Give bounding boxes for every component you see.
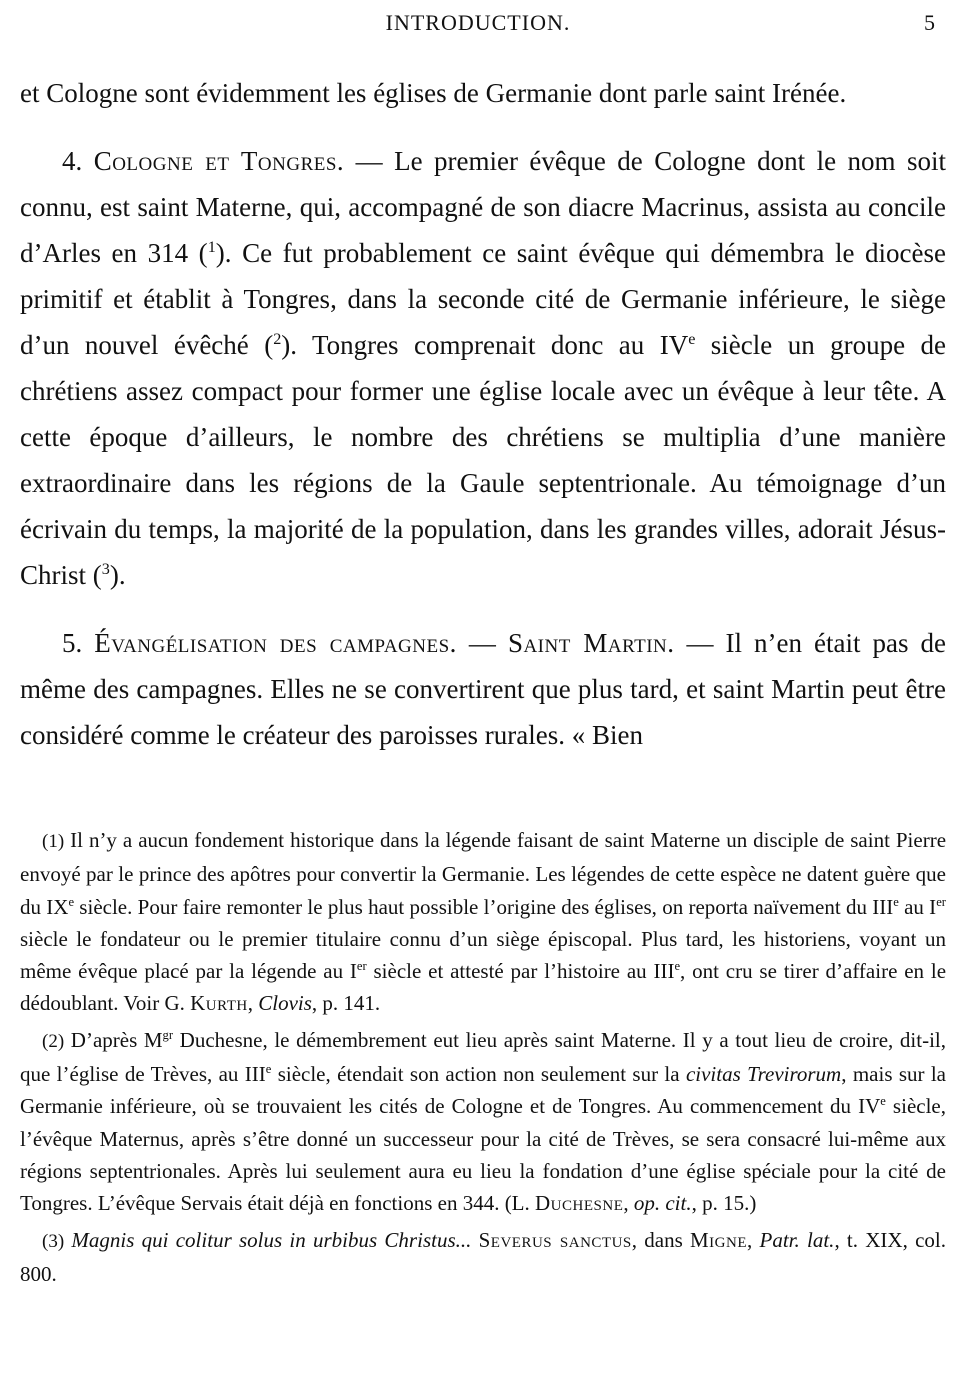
footnote-1-sup-b: e <box>893 894 899 909</box>
footnote-ref-2: 2 <box>273 330 282 348</box>
footnote-2-text-d: , mais sur la Germanie inférieure, où se trouvaient les cités de Cologne et de Tongres. Au commencement du IV <box>20 1062 947 1119</box>
footnote-2-text-c: siècle, étendait son action non seulement sur la <box>271 1062 680 1087</box>
footnotes <box>20 824 946 1294</box>
footnote-2-sup-b: e <box>265 1062 272 1077</box>
footnote-ref-3: 3 <box>101 560 110 578</box>
section-5-subheading: Saint Martin. <box>507 628 675 658</box>
footnote-1-sup-d: er <box>356 959 367 974</box>
footnote-1-text-h: , p. 141. <box>311 991 381 1016</box>
section-5-text: — Il n’en était pas de même des campagnes. Elles ne se convertirent que plus tard, et saint Martin peut être considéré comme le créateur des paroisses rurales. « Bien <box>20 628 947 750</box>
footnote-2-mark: (2) <box>42 1030 65 1052</box>
footnote-3-mark: (3) <box>42 1230 65 1252</box>
footnote-1-text-b: siècle. Pour faire remonter le plus haut possible l’origine des églises, on reporta naïvement du III <box>74 894 894 919</box>
footnote-1 <box>20 824 946 1020</box>
footnote-1-sup-c: er <box>936 894 946 909</box>
section-5-heading: Évangélisation des campagnes. <box>94 628 457 658</box>
superscript-e: e <box>688 330 696 348</box>
footnote-3-text-a: , dans <box>631 1227 683 1252</box>
section-4-text-d: siècle un groupe de chrétiens assez compact pour former une église locale avec un évêque à leur tête. A cette époque d’ailleurs, le nombre des chrétiens se multiplia d’une manière extraordinaire dans les régions de la Gaule septentrionale. Au témoignage d’un écrivain du temps, la majorité de la population, dans les grandes villes, adorait Jésus-Christ ( <box>20 330 947 590</box>
footnote-2-text-b: Duchesne, le démembrement eut lieu après saint Materne. Il y a tout lieu de croire, dit-il, que l’église de Trèves, au III <box>20 1027 947 1087</box>
section-4-heading: Cologne et Tongres. <box>93 146 345 176</box>
footnote-1-sup-a: e <box>68 894 75 909</box>
footnote-1-author: Kurth <box>190 991 248 1016</box>
footnote-2-sup-c: e <box>880 1094 886 1109</box>
footnote-1-text-f: , ont cru se tirer d’affaire en le dédoublant. Voir G. <box>20 959 947 1016</box>
footnote-1-sup-e: e <box>674 959 681 974</box>
footnote-2-text-e: siècle, l’évêque Maternus, après s’être donné un successeur pour la cité de Trèves, se sera consacré lui-même aux régions septentrionales. Après lui seulement aura eu lieu la fondation d’une église spéciale pour la cité de Tongres. L’évêque Servais était déjà en fonctions en 344. (L. <box>20 1094 946 1216</box>
footnote-ref-1: 1 <box>207 238 216 256</box>
footnote-1-text-d: siècle le fondateur ou le premier titulaire connu d’un siège épiscopal. Plus tard, les historiens, voyant un même évêque placé par la légende au I <box>20 926 946 984</box>
footnote-3-migne: Migne <box>690 1227 747 1252</box>
footnote-3-author: Severus sanctus <box>478 1227 632 1252</box>
continuation-paragraph: et Cologne sont évidemment les églises de Germanie dont parle saint Irénée. <box>20 78 847 108</box>
section-4-text-e: ). <box>109 560 126 590</box>
section-4-text-b: ). Ce fut probablement ce saint évêque qui démembra le diocèse primitif et établit à Tongres, dans la seconde cité de Germanie inférieure, le siège d’un nouvel évêché ( <box>20 238 947 360</box>
footnote-1-text-g: , <box>247 991 253 1016</box>
section-4-text-c: ). Tongres comprenait donc au IV <box>281 330 689 360</box>
footnote-3-text-c: , t. XIX, col. 800. <box>20 1227 946 1286</box>
footnote-1-text-e: siècle et attesté par l’histoire au III <box>366 959 675 984</box>
section-4-text-a: — Le premier évêque de Cologne dont le nom soit connu, est saint Materne, qui, accompagné de son diacre Macrinus, assista au concile d’Arles en 314 ( <box>20 146 947 268</box>
footnote-3-quote: Magnis qui colitur solus in urbibus Christus... <box>71 1227 472 1252</box>
footnote-1-mark: (1) <box>42 831 65 852</box>
page-number: 5 <box>924 10 936 35</box>
footnote-2 <box>20 1024 946 1220</box>
footnote-2-op-cit: op. cit. <box>633 1191 692 1216</box>
footnote-1-work: Clovis <box>258 991 312 1016</box>
footnote-2-civitas: civitas Trevirorum <box>685 1062 842 1087</box>
footnote-2-author: Duchesne <box>535 1191 624 1216</box>
footnote-3 <box>20 1224 946 1291</box>
footnote-3-patr: Patr. lat. <box>759 1227 835 1252</box>
section-5-paragraph <box>20 620 946 758</box>
body-text <box>20 70 946 780</box>
footnote-2-sup-a: gr <box>162 1027 174 1042</box>
section-4-paragraph <box>20 138 946 598</box>
footnote-2-text-a: D’après M <box>70 1027 163 1052</box>
section-5-dash: — <box>468 628 496 658</box>
section-5-number: 5. <box>62 628 83 658</box>
running-title: INTRODUCTION. <box>385 10 571 35</box>
footnote-2-text-f: , <box>623 1191 629 1216</box>
section-4-number: 4. <box>62 146 83 176</box>
footnote-1-text-c: au I <box>898 894 937 919</box>
running-head <box>20 10 936 44</box>
footnote-3-text-b: , <box>747 1227 753 1252</box>
footnote-2-text-g: , p. 15.) <box>691 1191 757 1216</box>
footnote-1-text-a: Il n’y a aucun fondement historique dans la légende faisant de saint Materne un disciple de saint Pierre envoyé par le prince des apôtres pour convertir la Germanie. Les légendes de cette espèce ne datent guère que du IX <box>20 828 947 919</box>
